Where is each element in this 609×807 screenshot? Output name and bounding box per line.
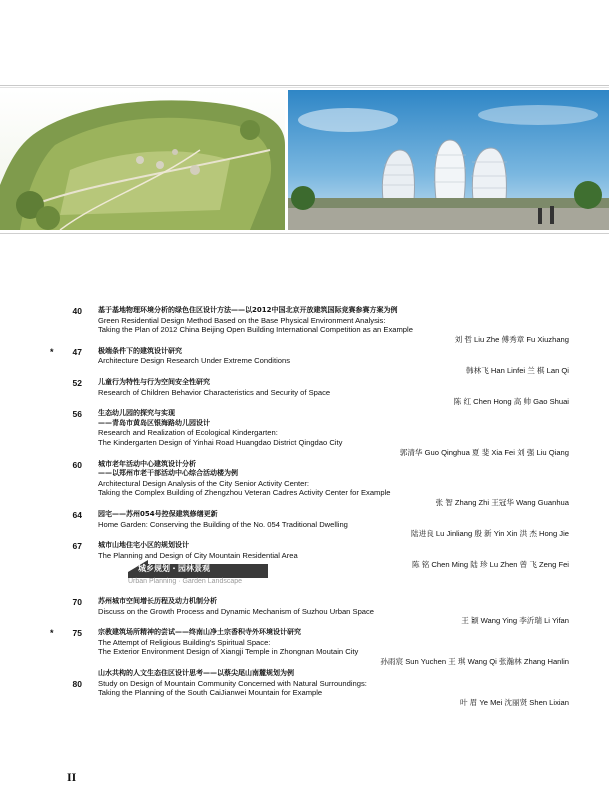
title-zh: 基于基地物理环境分析的绿色住区设计方法——以2012中国北京开放建筑国际竞赛参赛方案为例	[98, 306, 398, 314]
authors: 陈 红 Chen Hong 高 帅 Gao Shuai	[453, 397, 569, 407]
authors: 王 颖 Wang Ying 李沂瑞 Li Yifan	[461, 616, 569, 626]
authors: 郭清华 Guo Qinghua 夏 斐 Xia Fei 刘 强 Liu Qiang	[399, 447, 569, 457]
title-en: Home Garden: Conserving the Building of the No. 054 Traditional Dwelling	[98, 519, 348, 529]
page-number: 67	[72, 541, 82, 552]
page-number: 56	[72, 409, 82, 420]
page-number: 75	[72, 628, 82, 639]
page-number: 52	[72, 377, 82, 388]
toc-entry[interactable]	[0, 541, 609, 570]
page-number: 64	[72, 509, 82, 520]
page-number: 47	[72, 346, 82, 357]
title-zh: 宗教建筑场所精神的尝试——终南山净土宗香积寺外环境设计研究	[98, 628, 301, 637]
toc-entry[interactable]	[0, 347, 609, 376]
toc-entry[interactable]	[0, 597, 609, 626]
title-en: Taking the Complex Building of Zhengzhou Veteran Cadres Activity Center for Example	[98, 488, 391, 498]
title-en: Architectural Design Analysis of the City Senior Activity Center:	[98, 478, 310, 488]
toc-entry[interactable]	[0, 306, 609, 345]
title-zh: 儿童行为特性与行为空间安全性研究	[98, 377, 210, 386]
title-en: The Exterior Environment Design of Xiangji Temple in Zhongnan Moutain City	[98, 647, 359, 657]
curved-towers-image	[288, 90, 609, 230]
authors: 陈 铭 Chen Ming 陆 珍 Lu Zhen 曾 飞 Zeng Fei	[412, 560, 569, 570]
page-number: 70	[72, 597, 82, 607]
title-en: Study on Design of Mountain Community Concerned with Natural Surroundings:	[98, 678, 367, 688]
title-en: Discuss on the Growth Process and Dynamic Mechanism of Suzhou Urban Space	[98, 606, 375, 616]
toc-entry[interactable]	[0, 460, 609, 508]
title-en: Taking the Plan of 2012 China Beijing Open Building International Competition as an Example	[98, 325, 413, 335]
table-of-contents-section-2	[0, 597, 609, 710]
top-rule-thin	[0, 87, 609, 88]
toc-entry[interactable]	[0, 409, 609, 457]
subtitle-zh: ——青岛市黄岛区银海路幼儿园设计	[98, 418, 210, 427]
toc-entry[interactable]	[0, 378, 609, 407]
table-of-contents	[0, 306, 609, 572]
title-zh: 园宅——苏州054号控保建筑修缮更新	[98, 509, 218, 518]
authors: 孙雨宸 Sun Yuchen 王 琪 Wang Qi 张瀚林 Zhang Hanlin	[380, 656, 569, 666]
toc-entry[interactable]	[0, 628, 609, 667]
title-zh: 极端条件下的建筑设计研究	[98, 346, 182, 355]
authors: 陆进良 Lu Jinliang 殷 新 Yin Xin 洪 杰 Hong Jie	[411, 529, 569, 539]
image-bottom-rule	[0, 233, 609, 234]
highlight-star: *	[50, 346, 54, 357]
title-zh: 生态幼儿园的探究与实现	[98, 409, 175, 418]
title-en: Green Residential Design Method Based on the Base Physical Environment Analysis:	[98, 315, 386, 325]
section-title-zh: 城乡规划・园林景观	[138, 564, 210, 573]
title-en: Research and Realization of Ecological Kindergarten:	[98, 428, 278, 438]
toc-entry[interactable]	[0, 669, 609, 708]
title-en: The Kindergarten Design of Yinhai Road Huangdao District Qingdao City	[98, 437, 343, 447]
title-zh: 苏州城市空间增长历程及动力机制分析	[98, 597, 217, 605]
folio: II	[67, 770, 77, 784]
section-title-en: Urban Planning · Garden Landscape	[128, 578, 243, 585]
title-en: The Planning and Design of City Mountain Residential Area	[98, 550, 298, 560]
section-banner	[128, 560, 268, 586]
page-number: 80	[72, 678, 82, 689]
aerial-masterplan-image	[0, 90, 285, 230]
title-en: Research of Children Behavior Characteristics and Security of Space	[98, 387, 331, 397]
title-en: Architecture Design Research Under Extreme Conditions	[98, 356, 291, 366]
top-rule	[0, 85, 609, 86]
title-en: The Attempt of Religious Building's Spiritual Space:	[98, 637, 271, 647]
title-zh: 城市老年活动中心建筑设计分析	[98, 459, 196, 468]
authors: 刘 哲 Liu Zhe 傅秀章 Fu Xiuzhang	[454, 334, 569, 344]
authors: 韩林飞 Han Linfei 兰 棋 Lan Qi	[466, 365, 569, 375]
authors: 张 智 Zhang Zhi 王冠华 Wang Guanhua	[435, 497, 569, 507]
page-number: 40	[72, 306, 82, 316]
toc-entry[interactable]	[0, 510, 609, 539]
subtitle-zh: ——以郑州市老干部活动中心综合活动楼为例	[98, 469, 238, 478]
title-en: Taking the Planning of the South CaiJianwei Mountain for Example	[98, 688, 323, 698]
authors: 叶 眉 Ye Mei 沈丽贤 Shen Lixian	[459, 697, 569, 707]
highlight-star: *	[50, 628, 54, 639]
title-zh: 山水共构的人文生态住区设计思考——以蔡尖尾山南麓规划为例	[98, 668, 294, 677]
title-zh: 城市山地住宅小区的规划设计	[98, 541, 189, 550]
page-number: 60	[72, 459, 82, 470]
